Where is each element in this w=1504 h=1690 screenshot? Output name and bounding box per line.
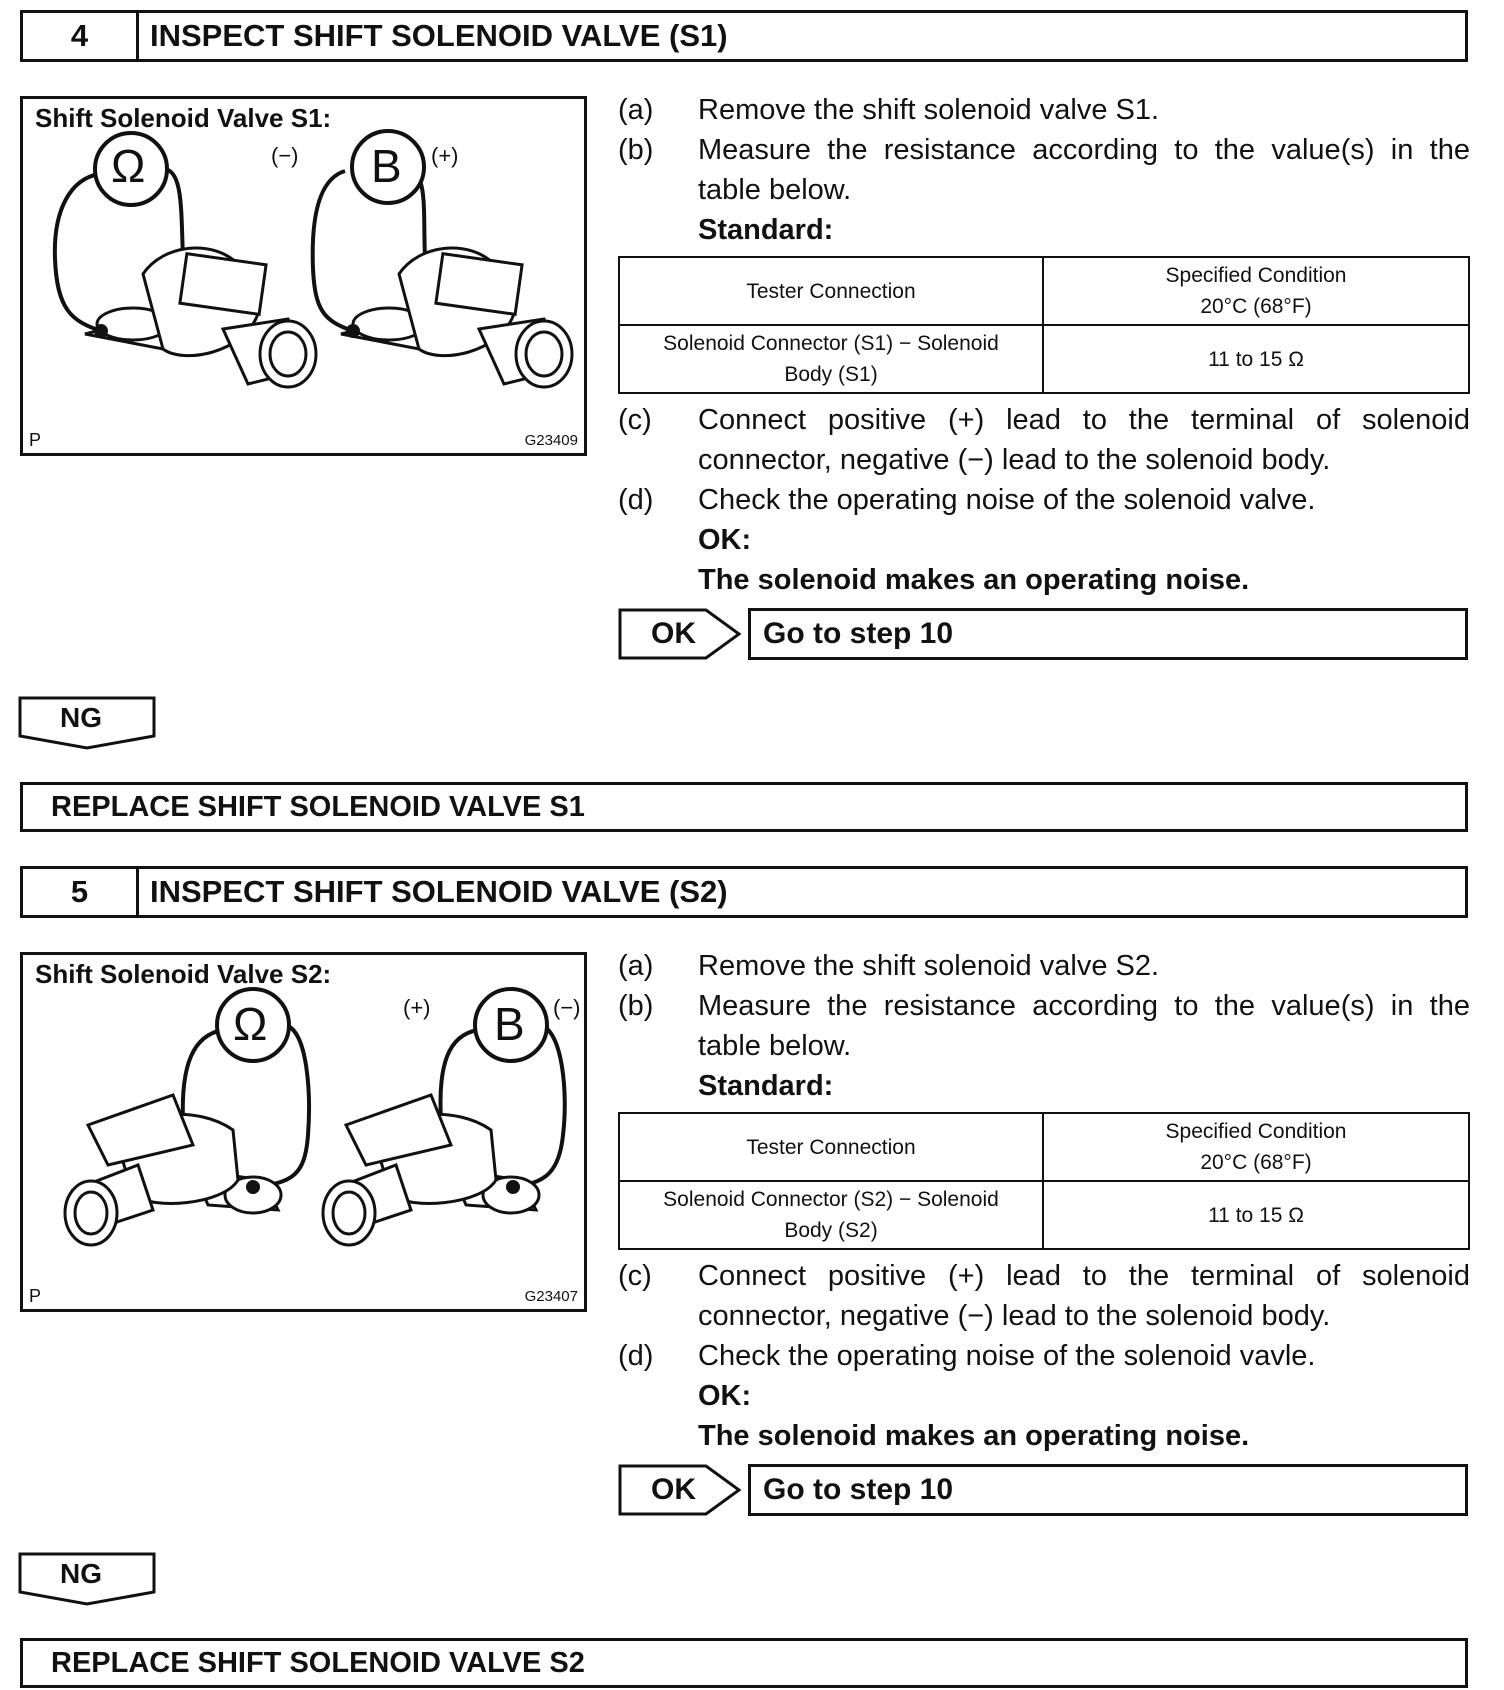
replace-box: REPLACE SHIFT SOLENOID VALVE S1 bbox=[20, 782, 1468, 832]
table-row bbox=[619, 1113, 1469, 1181]
table-row bbox=[619, 325, 1469, 393]
figure-code: G23409 bbox=[524, 432, 578, 449]
ok-arrow[interactable]: OK bbox=[618, 1464, 743, 1516]
step-header-4 bbox=[20, 10, 1468, 62]
spec-table bbox=[618, 256, 1470, 394]
instruction-row: (d) Check the operating noise of the solenoid valve. bbox=[618, 484, 1316, 516]
instruction-row: (c) Connect positive (+) lead to the terminal of solenoid connector, negative (−) lead to the solenoid body. bbox=[618, 404, 1470, 476]
instruction-row: (a) Remove the shift solenoid valve S1. bbox=[618, 94, 1160, 126]
standard-label: Standard: bbox=[698, 1070, 834, 1102]
step-instructions-5 bbox=[618, 946, 1470, 1516]
cell-connection: Solenoid Connector (S2) − Solenoid Body (S2) bbox=[619, 1181, 1043, 1249]
solenoid-figure-s2 bbox=[20, 952, 587, 1312]
ok-result: The solenoid makes an operating noise. bbox=[698, 1420, 1250, 1452]
instruction-row: (c) Connect positive (+) lead to the terminal of solenoid connector, negative (−) lead to the solenoid body. bbox=[618, 1260, 1470, 1332]
spec-table bbox=[618, 1112, 1470, 1250]
solenoid-figure-s1 bbox=[20, 96, 587, 456]
table-row bbox=[619, 1181, 1469, 1249]
step-instructions-4 bbox=[618, 90, 1470, 660]
ok-branch bbox=[618, 608, 1470, 660]
cell-condition: 11 to 15 Ω bbox=[1043, 1181, 1469, 1249]
header-condition: Specified Condition 20°C (68°F) bbox=[1043, 1113, 1469, 1181]
instruction-row: (b) Measure the resistance according to the value(s) in the table below. bbox=[618, 134, 1470, 206]
header-connection: Tester Connection bbox=[619, 1113, 1043, 1181]
step-header-5 bbox=[20, 866, 1468, 918]
standard-label: Standard: bbox=[698, 214, 834, 246]
ohm-symbol: Ω bbox=[111, 140, 146, 192]
cell-connection: Solenoid Connector (S1) − Solenoid Body (S1) bbox=[619, 325, 1043, 393]
ng-arrow[interactable]: NG bbox=[18, 1552, 158, 1608]
solenoid-illustration-s1 bbox=[23, 99, 590, 459]
figure-caption: Shift Solenoid Valve S1: bbox=[35, 103, 332, 133]
figure-caption: Shift Solenoid Valve S2: bbox=[35, 959, 332, 989]
goto-step-box[interactable]: Go to step 10 bbox=[748, 608, 1468, 660]
ok-branch bbox=[618, 1464, 1470, 1516]
negative-sign: (−) bbox=[271, 143, 299, 168]
figure-corner-mark: P bbox=[29, 430, 42, 450]
header-condition: Specified Condition 20°C (68°F) bbox=[1043, 257, 1469, 325]
positive-sign: (+) bbox=[431, 143, 459, 168]
step-title: INSPECT SHIFT SOLENOID VALVE (S2) bbox=[150, 874, 728, 909]
table-row bbox=[619, 257, 1469, 325]
ok-label: OK: bbox=[698, 1380, 752, 1412]
step-number: 5 bbox=[23, 869, 139, 915]
ohm-symbol: Ω bbox=[233, 998, 268, 1050]
battery-symbol: B bbox=[494, 998, 525, 1050]
step-title: INSPECT SHIFT SOLENOID VALVE (S1) bbox=[150, 18, 728, 53]
goto-step-box[interactable]: Go to step 10 bbox=[748, 1464, 1468, 1516]
negative-sign: (−) bbox=[553, 995, 581, 1020]
figure-corner-mark: P bbox=[29, 1286, 42, 1306]
step-number: 4 bbox=[23, 13, 139, 59]
instruction-row: (b) Measure the resistance according to the value(s) in the table below. bbox=[618, 990, 1470, 1062]
ok-arrow[interactable]: OK bbox=[618, 608, 743, 660]
instruction-row: (a) Remove the shift solenoid valve S2. bbox=[618, 950, 1160, 982]
cell-condition: 11 to 15 Ω bbox=[1043, 325, 1469, 393]
ok-label: OK: bbox=[698, 524, 752, 556]
positive-sign: (+) bbox=[403, 995, 431, 1020]
battery-symbol: B bbox=[371, 140, 402, 192]
ok-result: The solenoid makes an operating noise. bbox=[698, 564, 1250, 596]
header-connection: Tester Connection bbox=[619, 257, 1043, 325]
replace-box: REPLACE SHIFT SOLENOID VALVE S2 bbox=[20, 1638, 1468, 1688]
ng-arrow[interactable]: NG bbox=[18, 696, 158, 752]
instruction-row: (d) Check the operating noise of the solenoid vavle. bbox=[618, 1340, 1316, 1372]
figure-code: G23407 bbox=[524, 1288, 578, 1305]
